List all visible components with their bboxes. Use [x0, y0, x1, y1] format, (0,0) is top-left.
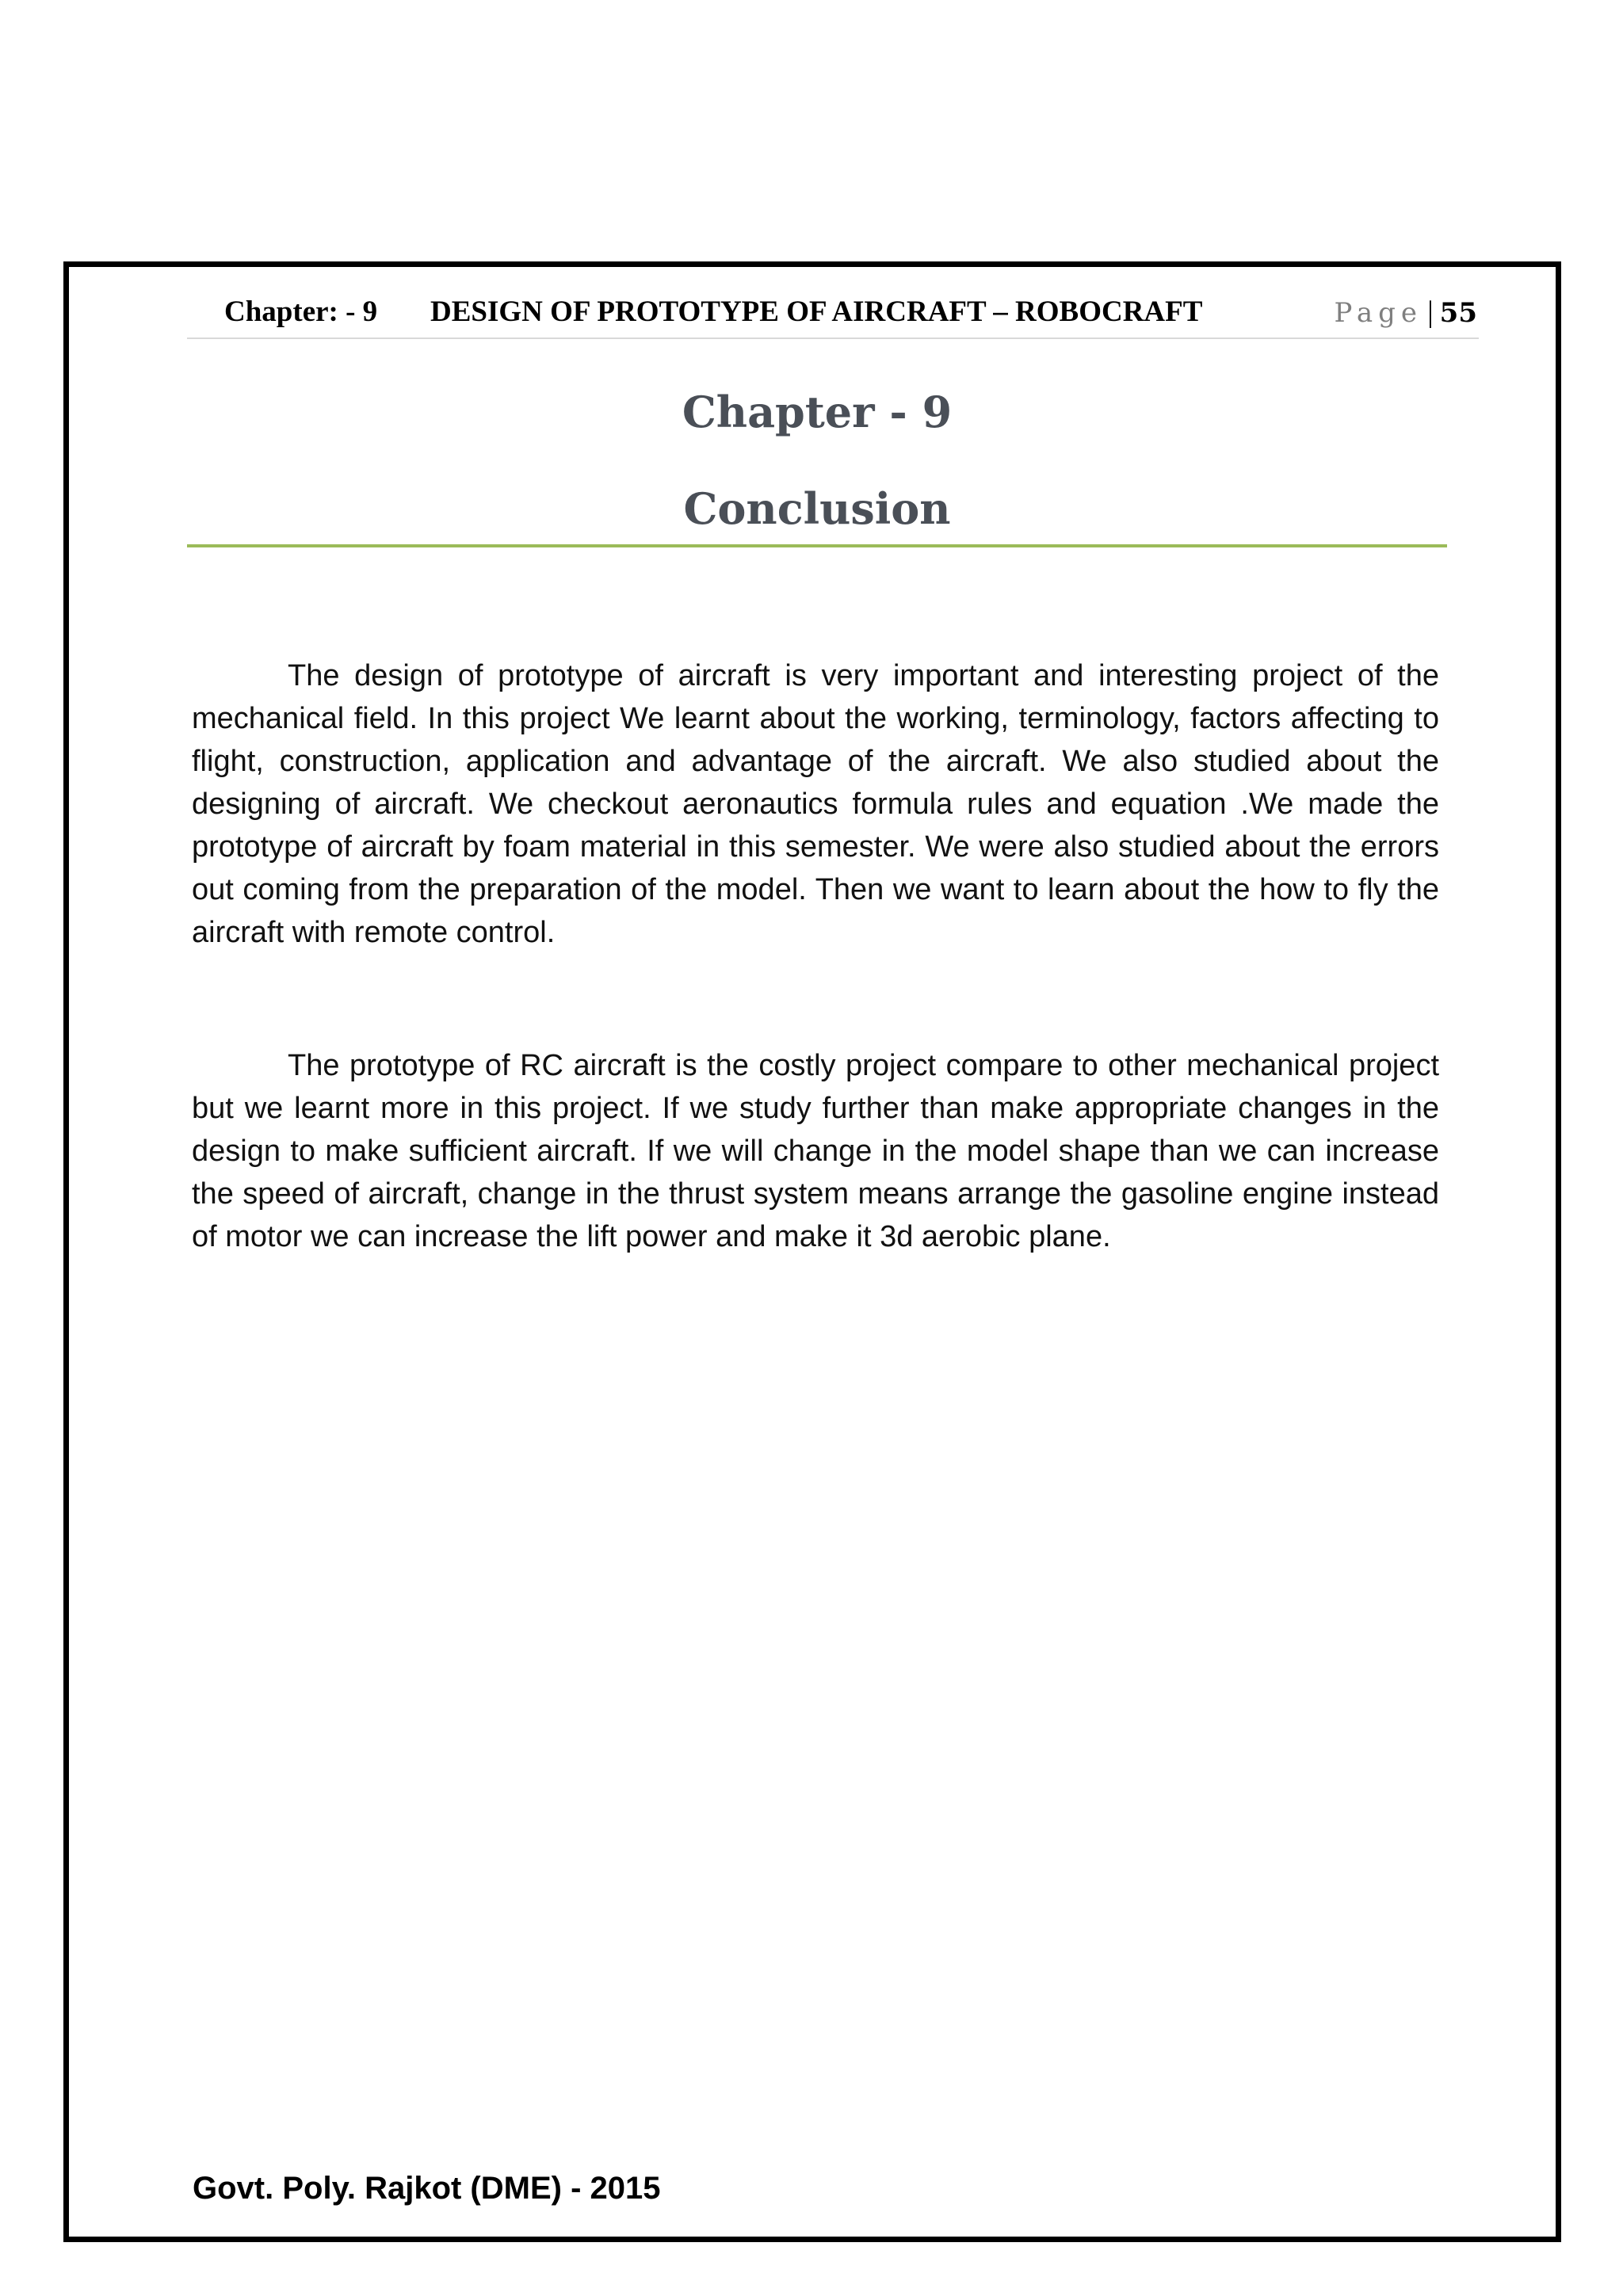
chapter-number-heading: Chapter - 9 [682, 387, 953, 437]
header-page-indicator [1335, 295, 1477, 330]
header-page-word: Page [1334, 297, 1423, 329]
running-header [187, 292, 1479, 339]
heading-divider [187, 544, 1447, 547]
header-chapter-label: Chapter: - 9 [224, 296, 378, 328]
body-paragraph: The prototype of RC aircraft is the costly project compare to other mechanical project but we learnt more in this project. If we study further than make appropriate changes in the design to make sufficient aircraft. If we will change in the model shape than we can increase the speed of aircraft, change in the thrust system means arrange the gasoline engine instead of motor we can increase the lift power and make it 3d aerobic plane. [192, 1049, 1439, 1253]
footer-institution: Govt. Poly. Rajkot (DME) - 2015 [193, 2171, 661, 2206]
header-page-separator: | [1427, 296, 1434, 329]
chapter-title-heading: Conclusion [683, 483, 951, 534]
header-page-number: 55 [1439, 297, 1477, 329]
body-paragraph: The design of prototype of aircraft is very important and interesting project of the mechanical field. In this project We learnt about the working, terminology, factors affecting to flight, construction, application and advantage of the aircraft. We also studied about the designing of aircraft. We checkout aeronautics formula rules and equation .We made the prototype of aircraft by foam material in this semester. We were also studied about the errors out coming from the preparation of the model. Then we want to learn about the how to fly the aircraft with remote control. [192, 659, 1439, 949]
header-document-title: DESIGN OF PROTOTYPE OF AIRCRAFT – ROBOCRAFT [430, 296, 1203, 328]
